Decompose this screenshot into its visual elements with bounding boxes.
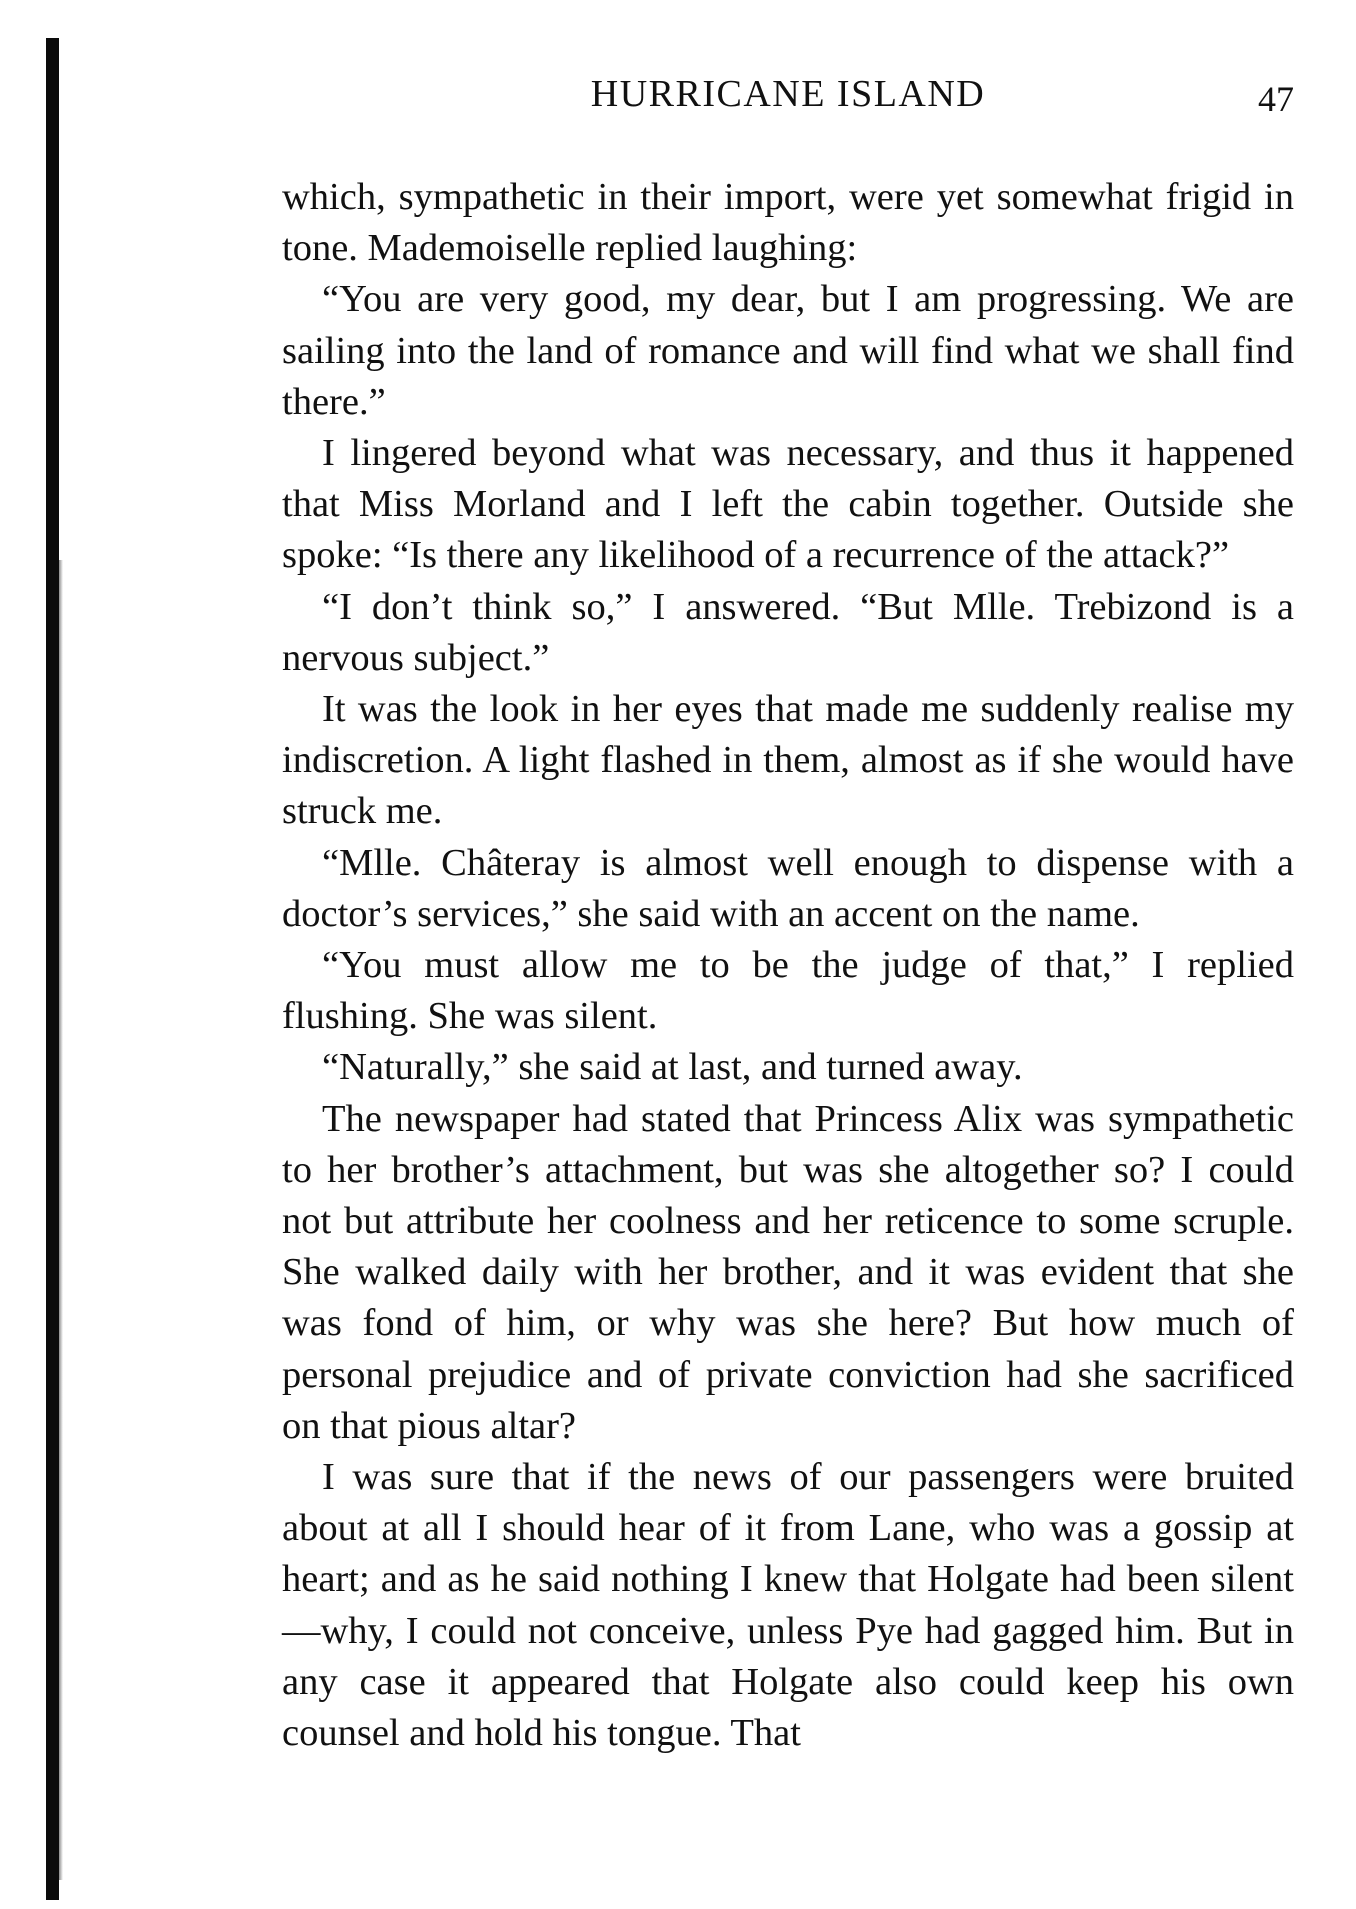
paragraph: “You must allow me to be the judge of that,” I replied flushing. She was silent. — [282, 944, 1294, 1038]
page-number: 47 — [1258, 79, 1294, 119]
paragraph: It was the look in her eyes that made me suddenly realise my indiscretion. A light flashed in them, almost as if she would have struck me. — [282, 688, 1294, 833]
paragraph: “Naturally,” she said at last, and turned away. — [322, 1046, 1023, 1089]
running-title: HURRICANE ISLAND — [590, 73, 986, 115]
paragraph: I was sure that if the news of our passengers were bruited about at all I should hear of it from Lane, who was a gossip at heart; and as he said nothing I knew that Holgate had been silent—why, I could not conceive, unless Pye had gagged him. But in any case it appeared that Holgate also could keep his own counsel and hold his tongue. That — [282, 1456, 1294, 1755]
paragraph: “I don’t think so,” I answered. “But Mlle. Trebizond is a nervous subject.” — [282, 585, 1294, 679]
paragraph: “Mlle. Châteray is almost well enough to dispense with a doctor’s services,” she said with an accent on the name. — [282, 841, 1294, 935]
binding-gutter-edge — [46, 38, 59, 1900]
paragraph: which, sympathetic in their import, were yet somewhat frigid in tone. Mademoiselle replied laughing: — [282, 176, 1294, 270]
paragraph: The newspaper had stated that Princess Alix was sympathetic to her brother’s attachment, but was she altogether so? I could not but attribute her coolness and her reticence to some scruple. She walked daily with her brother, and it was evident that she was fond of him, or why was she here? But how much of personal prejudice and of private conviction had she sacrificed on that pious altar? — [282, 1097, 1294, 1447]
running-head — [282, 66, 1294, 126]
paragraph: I lingered beyond what was necessary, and thus it happened that Miss Morland and I left the cabin together. Outside she spoke: “Is there any likelihood of a recurrence of the attack?” — [282, 432, 1294, 577]
binding-gutter-shadow — [59, 560, 63, 1880]
body-text — [282, 172, 1294, 1759]
paragraph: “You are very good, my dear, but I am progressing. We are sailing into the land of romance and will find what we shall find there.” — [282, 278, 1294, 423]
